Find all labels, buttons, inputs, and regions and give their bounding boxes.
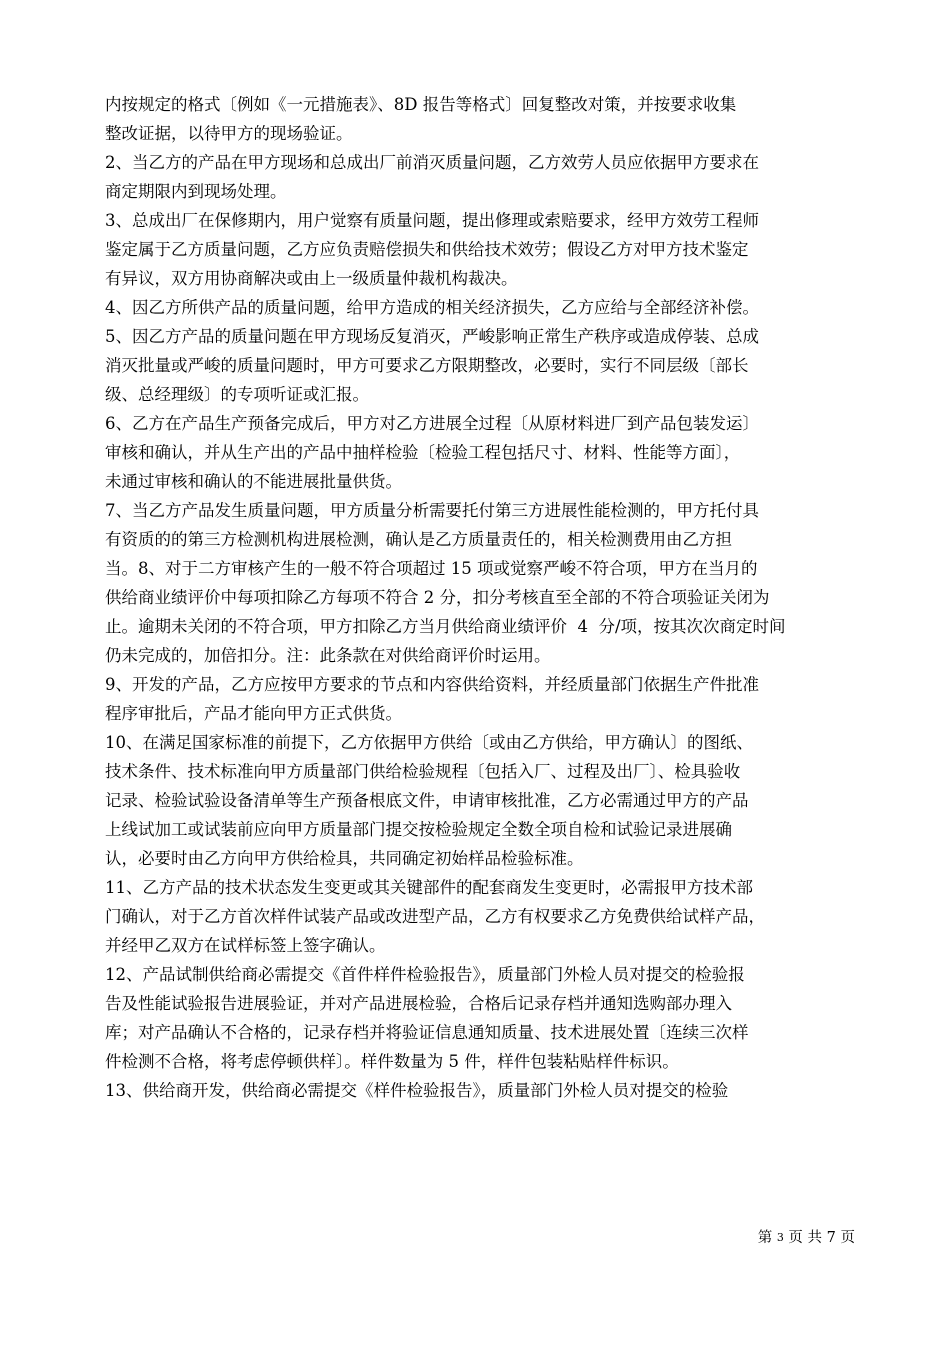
text-line: 12、产品试制供给商必需提交《首件样件检验报告》，质量部门外检人员对提交的检验报 bbox=[105, 965, 745, 984]
text-line: 消灭批量或严峻的质量问题时，甲方可要求乙方限期整改，必要时，实行不同层级〔部长 bbox=[105, 356, 749, 375]
text-line: 9、开发的产品，乙方应按甲方要求的节点和内容供给资料，并经质量部门依据生产件批准 bbox=[105, 675, 759, 694]
text-line: 内按规定的格式〔例如《一元措施表》、8D 报告等格式〕回复整改对策，并按要求收集 bbox=[105, 95, 737, 114]
total-page-number: 7 bbox=[826, 1230, 836, 1246]
footer-suffix: 页 bbox=[835, 1230, 855, 1246]
text-line: 未通过审核和确认的不能进展批量供货。 bbox=[105, 472, 402, 491]
text-line: 门确认，对于乙方首次样件试装产品或改进型产品，乙方有权要求乙方免费供给试样产品， bbox=[105, 907, 765, 926]
text-line: 技术条件、技术标准向甲方质量部门供给检验规程〔包括入厂、过程及出厂〕、检具验收 bbox=[105, 762, 741, 781]
current-page-number: 3 bbox=[776, 1231, 784, 1244]
text-line: 记录、检验试验设备清单等生产预备根底文件，申请审核批准，乙方必需通过甲方的产品 bbox=[105, 791, 749, 810]
footer-prefix: 第 bbox=[757, 1230, 777, 1246]
text-line: 供给商业绩评价中每项扣除乙方每项不符合 2 分，扣分考核直至全部的不符合项验证关闭为 bbox=[105, 588, 770, 607]
text-line: 上线试加工或试装前应向甲方质量部门提交按检验规定全数全项自检和试验记录进展确 bbox=[105, 820, 732, 839]
text-line: 认，必要时由乙方向甲方供给检具，共同确定初始样品检验标准。 bbox=[105, 849, 584, 868]
text-line: 7、当乙方产品发生质量问题，甲方质量分析需要托付第三方进展性能检测的，甲方托付具 bbox=[105, 501, 759, 520]
text-line: 4、因乙方所供产品的质量问题，给甲方造成的相关经济损失，乙方应给与全部经济补偿。 bbox=[105, 298, 759, 317]
text-line: 有资质的的第三方检测机构进展检测，确认是乙方质量责任的，相关检测费用由乙方担 bbox=[105, 530, 732, 549]
text-line: 止。逾期未关闭的不符合项，甲方扣除乙方当月供给商业绩评价 4 分/项，按其次次商定时间 bbox=[105, 617, 786, 636]
text-line: 2、当乙方的产品在甲方现场和总成出厂前消灭质量问题，乙方效劳人员应依据甲方要求在 bbox=[105, 153, 759, 172]
text-line: 10、在满足国家标准的前提下，乙方依据甲方供给〔或由乙方供给，甲方确认〕的图纸、 bbox=[105, 733, 753, 752]
text-line: 13、供给商开发，供给商必需提交《样件检验报告》，质量部门外检人员对提交的检验 bbox=[105, 1081, 729, 1100]
text-line: 仍未完成的，加倍扣分。注：此条款在对供给商评价时运用。 bbox=[105, 646, 551, 665]
text-line: 11、乙方产品的技术状态发生变更或其关键部件的配套商发生变更时，必需报甲方技术部 bbox=[105, 878, 753, 897]
text-line: 当。8、对于二方审核产生的一般不符合项超过 15 项或觉察严峻不符合项，甲方在当月的 bbox=[105, 559, 758, 578]
text-line: 5、因乙方产品的质量问题在甲方现场反复消灭，严峻影响正常生产秩序或造成停装、总成 bbox=[105, 327, 759, 346]
text-line: 商定期限内到现场处理。 bbox=[105, 182, 287, 201]
text-line: 6、乙方在产品生产预备完成后，甲方对乙方进展全过程〔从原材料进厂到产品包装发运〕 bbox=[105, 414, 759, 433]
text-line: 有异议，双方用协商解决或由上一级质量仲裁机构裁决。 bbox=[105, 269, 518, 288]
text-line: 告及性能试验报告进展验证，并对产品进展检验，合格后记录存档并通知选购部办理入 bbox=[105, 994, 732, 1013]
text-line: 并经甲乙双方在试样标签上签字确认。 bbox=[105, 936, 386, 955]
body-text bbox=[105, 90, 855, 1105]
footer-middle: 页 共 bbox=[783, 1230, 827, 1246]
page-footer bbox=[705, 1228, 855, 1248]
text-line: 件检测不合格，将考虑停顿供样〕。样件数量为 5 件，样件包装粘贴样件标识。 bbox=[105, 1052, 679, 1071]
text-line: 鉴定属于乙方质量问题，乙方应负责赔偿损失和供给技术效劳；假设乙方对甲方技术鉴定 bbox=[105, 240, 749, 259]
text-line: 审核和确认，并从生产出的产品中抽样检验〔检验工程包括尺寸、材料、性能等方面〕， bbox=[105, 443, 741, 462]
text-line: 程序审批后，产品才能向甲方正式供货。 bbox=[105, 704, 402, 723]
text-line: 级、总经理级〕的专项听证或汇报。 bbox=[105, 385, 369, 404]
text-line: 3、总成出厂在保修期内，用户觉察有质量问题，提出修理或索赔要求，经甲方效劳工程师 bbox=[105, 211, 759, 230]
text-line: 整改证据，以待甲方的现场验证。 bbox=[105, 124, 353, 143]
text-line: 库；对产品确认不合格的，记录存档并将验证信息通知质量、技术进展处置〔连续三次样 bbox=[105, 1023, 749, 1042]
